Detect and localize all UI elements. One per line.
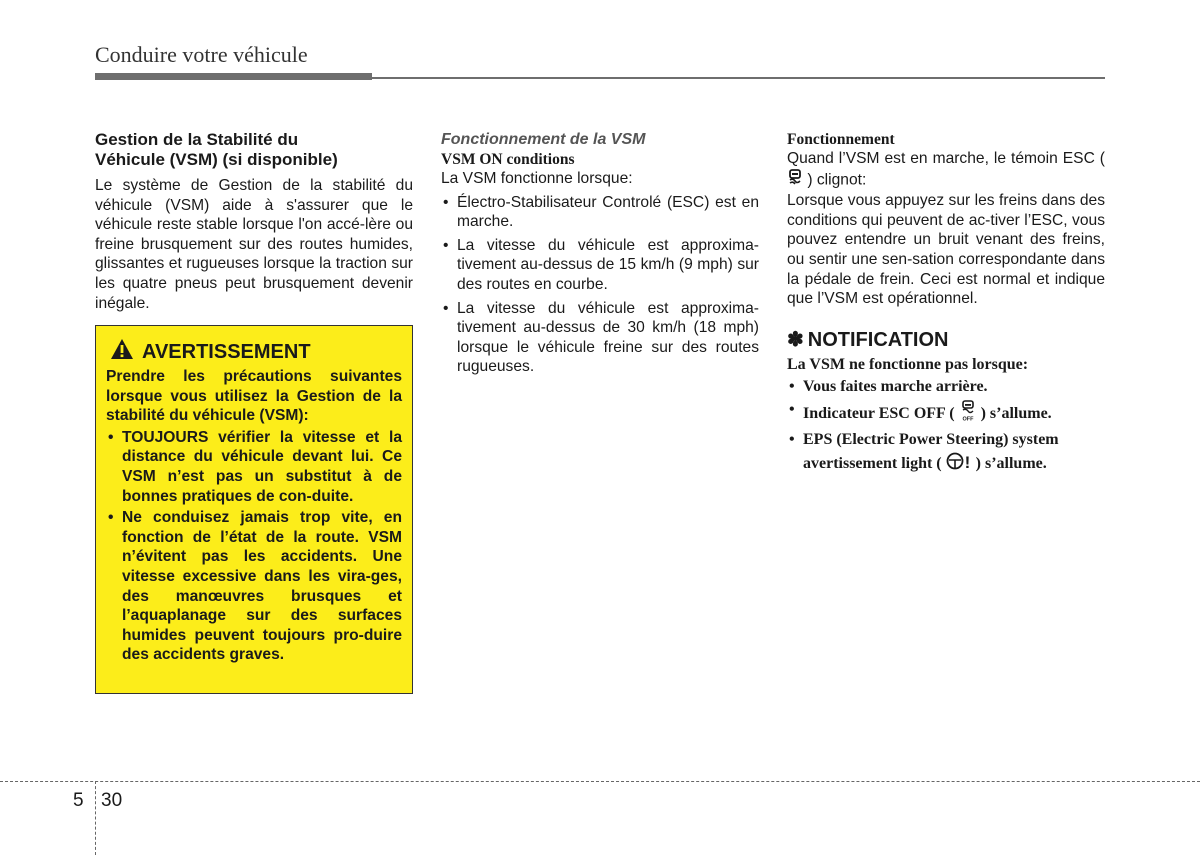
heading-line-1: Gestion de la Stabilité du — [95, 130, 299, 149]
eps-text: EPS (Electric Power Steering) system avertissement light ( — [803, 431, 1059, 472]
list-item — [787, 400, 1105, 429]
chapter-number: 5 — [73, 790, 84, 811]
footer-dashed-rule — [0, 781, 1200, 782]
chapter-title: Conduire votre véhicule — [95, 42, 308, 67]
column-right — [787, 130, 1105, 477]
list-item: • Vous faites marche arrière. — [787, 377, 1105, 398]
notification-title — [787, 327, 1105, 353]
header-rule-thin — [372, 77, 1105, 79]
list-item: • Électro-Stabilisateur Controlé (ESC) est en marche. — [441, 193, 759, 232]
esc-off-indicator-icon — [959, 400, 977, 429]
vsm-operation-title: Fonctionnement de la VSM — [441, 131, 646, 148]
esc-paragraph-text-end: ) clignot: — [807, 171, 867, 189]
warning-bullet: • TOUJOURS vérifier la vitesse et la distance du véhicule devant lui. Ce VSM n’est pas un substitut à de bonnes pratiques de con-duite. — [106, 428, 402, 506]
vsm-intro-paragraph: Le système de Gestion de la stabilité du véhicule (VSM) aide à s'assurer que le véhicule reste stable lorsque l'on accé-lère ou freine brusquement sur des routes humides, glissantes et rugueuses lorsque la traction sur les quatre pneus peut brusquement devenir inégale. — [95, 177, 413, 312]
operation-heading: Fonctionnement — [787, 131, 895, 148]
esc-indicator-paragraph — [787, 149, 1105, 191]
warning-title-text: AVERTISSEMENT — [142, 340, 311, 363]
svg-text:!: ! — [964, 452, 970, 471]
warning-box — [95, 325, 413, 694]
heading-line-2: Véhicule (VSM) (si disponible) — [95, 150, 338, 169]
list-item: • La vitesse du véhicule est approxima-tivement au-dessus de 30 km/h (18 mph) lorsque le véhicule freine sur des routes rugueuses. — [441, 299, 759, 377]
notification-list — [787, 377, 1105, 477]
list-item: • La vitesse du véhicule est approxima-tivement au-dessus de 15 km/h (9 mph) sur des routes en courbe. — [441, 236, 759, 295]
esc-paragraph-text: Quand l’VSM est en marche, le témoin ESC ( — [787, 150, 1105, 167]
brake-noise-paragraph: Lorsque vous appuyez sur les freins dans des conditions qui peuvent de ac-tiver l’ESC, vous pouvez entendre un bruit venant des freins, ou sentir une sen-sation correspondante dans la pédale de frein. Ceci est normal et indique que l’VSM est opérationnel. — [787, 192, 1105, 308]
vsm-conditions-list — [441, 193, 759, 377]
header-rule-thick — [95, 73, 372, 80]
warning-body: Prendre les précautions suivantes lorsque vous utilisez la Gestion de la stabilité du véhicule (VSM): — [106, 368, 402, 425]
esc-off-text: Indicateur ESC OFF ( — [803, 404, 955, 422]
notification-title-text: NOTIFICATION — [807, 328, 949, 351]
section-heading-vsm — [95, 130, 413, 170]
footer-dashed-divider — [95, 781, 96, 855]
warning-title — [110, 338, 402, 365]
svg-text:OFF: OFF — [962, 416, 974, 422]
esc-off-text-end: ) s’allume. — [980, 404, 1052, 422]
column-left — [95, 130, 413, 313]
notification-symbol: ✽ — [787, 328, 804, 351]
warning-list — [106, 428, 402, 665]
notification-body — [787, 355, 1105, 478]
column-middle — [441, 130, 759, 377]
list-item — [787, 430, 1105, 477]
page-number: 30 — [101, 790, 123, 811]
eps-text-end: ) s’allume. — [975, 454, 1047, 472]
vsm-conditions-lead: La VSM fonctionne lorsque: — [441, 170, 633, 187]
warning-triangle-icon — [110, 338, 134, 365]
notification-lead: La VSM ne fonctionne pas lorsque: — [787, 355, 1029, 373]
eps-warning-icon — [946, 451, 972, 478]
vsm-on-conditions-heading: VSM ON conditions — [441, 151, 575, 168]
esc-indicator-icon — [787, 169, 803, 192]
warning-bullet: • Ne conduisez jamais trop vite, en fonction de l’état de la route. VSM n’évitent pas les accidents. Une vitesse excessive dans les vira-ges, des manœuvres brusques et l’aquaplanage sur des surfaces humides peuvent toujours pro-duire des accidents graves. — [106, 508, 402, 665]
